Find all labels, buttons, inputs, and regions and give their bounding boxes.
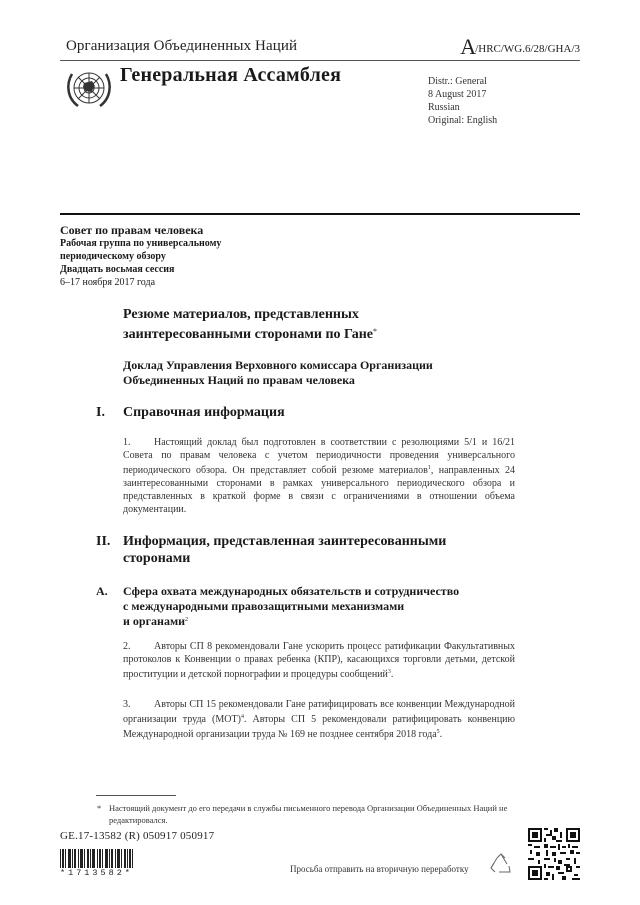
symbol-prefix: A — [460, 34, 476, 59]
paragraph-number: 1. — [123, 437, 131, 448]
section-letter: A. — [96, 584, 108, 598]
title-line2: заинтересованными сторонами по Гане — [123, 327, 373, 342]
footnote-ref[interactable]: 3 — [387, 669, 391, 675]
paragraph-text: , направленных 24 заинтересованными сторонами в рамках универсального периодического обзора и представленных в краткой форме в связи с ограничениями в отношении объема документации. — [123, 465, 516, 515]
title-footnote-mark[interactable]: * — [373, 327, 377, 336]
footnote-ref[interactable]: 2 — [185, 617, 189, 623]
working-group-line1: Рабочая группа по универсальному — [60, 238, 222, 249]
symbol-rest: /HRC/WG.6/28/GHA/3 — [475, 43, 580, 55]
footnote-ref[interactable]: 4 — [240, 714, 244, 720]
paragraph-text: Авторы СП 8 рекомендовали Гане ускорить процесс ратификации Факультативных протоколов к Конвенции о правах ребенка (КПР), касающихся торговли детьми, детской проституции и детской порнографии и процедуры сообщений — [123, 641, 515, 680]
distribution-original: Original: English — [428, 115, 498, 126]
session: Двадцать восьмая сессия — [60, 264, 175, 275]
recycle-text: Просьба отправить на вторичную переработку — [290, 864, 469, 874]
paragraph-number: 3. — [123, 699, 131, 710]
chapter-title-line1: Информация, представленная заинтересованными — [123, 534, 447, 549]
barcode-icon — [60, 849, 150, 868]
section-a-heading — [96, 584, 523, 629]
chapter-title: Справочная информация — [123, 405, 285, 420]
chapter-2-heading — [96, 533, 446, 567]
document-symbol — [460, 34, 580, 60]
section-title-line1: Сфера охвата международных обязательств и сотрудничество — [123, 584, 460, 598]
chapter-title-line2: сторонами — [123, 551, 191, 566]
job-number: GE.17-13582 (R) 050917 050917 — [60, 830, 215, 842]
subtitle-line2: Объединенных Наций по правам человека — [123, 373, 355, 387]
council-title: Совет по правам человека — [60, 223, 204, 237]
paragraph-text: . — [439, 729, 443, 740]
footnote-mark: * — [97, 803, 102, 813]
recycle-icon — [488, 852, 514, 878]
paragraph-text: Настоящий доклад был подготовлен в соответствии с резолюциями 5/1 и 16/21 Совета по правам человека с учетом периодичности проведения универсального периодического обзора. Он представляет собой резюме материалов — [123, 437, 515, 476]
footnote-rule — [96, 795, 176, 796]
council-block — [60, 223, 221, 289]
chapter-number: I. — [96, 405, 105, 420]
body-name: Генеральная Ассамблея — [120, 64, 342, 86]
document-subtitle — [123, 358, 433, 388]
paragraph-text: Авторы СП 15 рекомендовали Гане ратифицировать все конвенции Международной организации труда (МОТ) — [123, 699, 515, 725]
footnote-text: Настоящий документ до его передачи в службы письменного перевода Организации Объединенных Наций не редактировался. — [109, 803, 508, 825]
footnote-ref[interactable]: 5 — [436, 729, 440, 735]
paragraph-text: . Авторы СП 5 рекомендовали ратифицировать конвенцию Международной организации труда № 169 не позднее сентября 2018 года — [123, 714, 516, 740]
footnote — [97, 803, 519, 826]
paragraph-1 — [123, 436, 515, 516]
paragraph-3 — [123, 698, 515, 741]
barcode-text: *1713582* — [60, 868, 133, 878]
paragraph-text: . — [390, 669, 394, 680]
session-dates: 6–17 ноября 2017 года — [60, 277, 156, 288]
distribution-language: Russian — [428, 102, 460, 113]
section-title-line2: с международными правозащитными механизмами — [123, 598, 405, 613]
paragraph-number: 2. — [123, 641, 131, 652]
title-line1: Резюме материалов, представленных — [123, 307, 359, 322]
chapter-1-heading — [96, 404, 285, 421]
document-title — [123, 306, 377, 343]
section-title-line3: и органами — [123, 614, 186, 628]
organization-name: Организация Объединенных Наций — [66, 38, 298, 54]
distribution-block — [428, 75, 497, 127]
header-rule — [60, 60, 580, 61]
header-thick-rule — [60, 213, 580, 215]
un-emblem-icon — [64, 66, 114, 112]
qr-code-icon — [528, 828, 580, 880]
distribution-date: 8 August 2017 — [428, 89, 487, 100]
chapter-number: II. — [96, 534, 111, 549]
subtitle-line1: Доклад Управления Верховного комиссара Организации — [123, 358, 433, 372]
working-group-line2: периодическому обзору — [60, 251, 166, 262]
paragraph-2 — [123, 640, 515, 681]
distribution-status: Distr.: General — [428, 76, 487, 87]
footnote-ref[interactable]: 1 — [427, 465, 431, 471]
